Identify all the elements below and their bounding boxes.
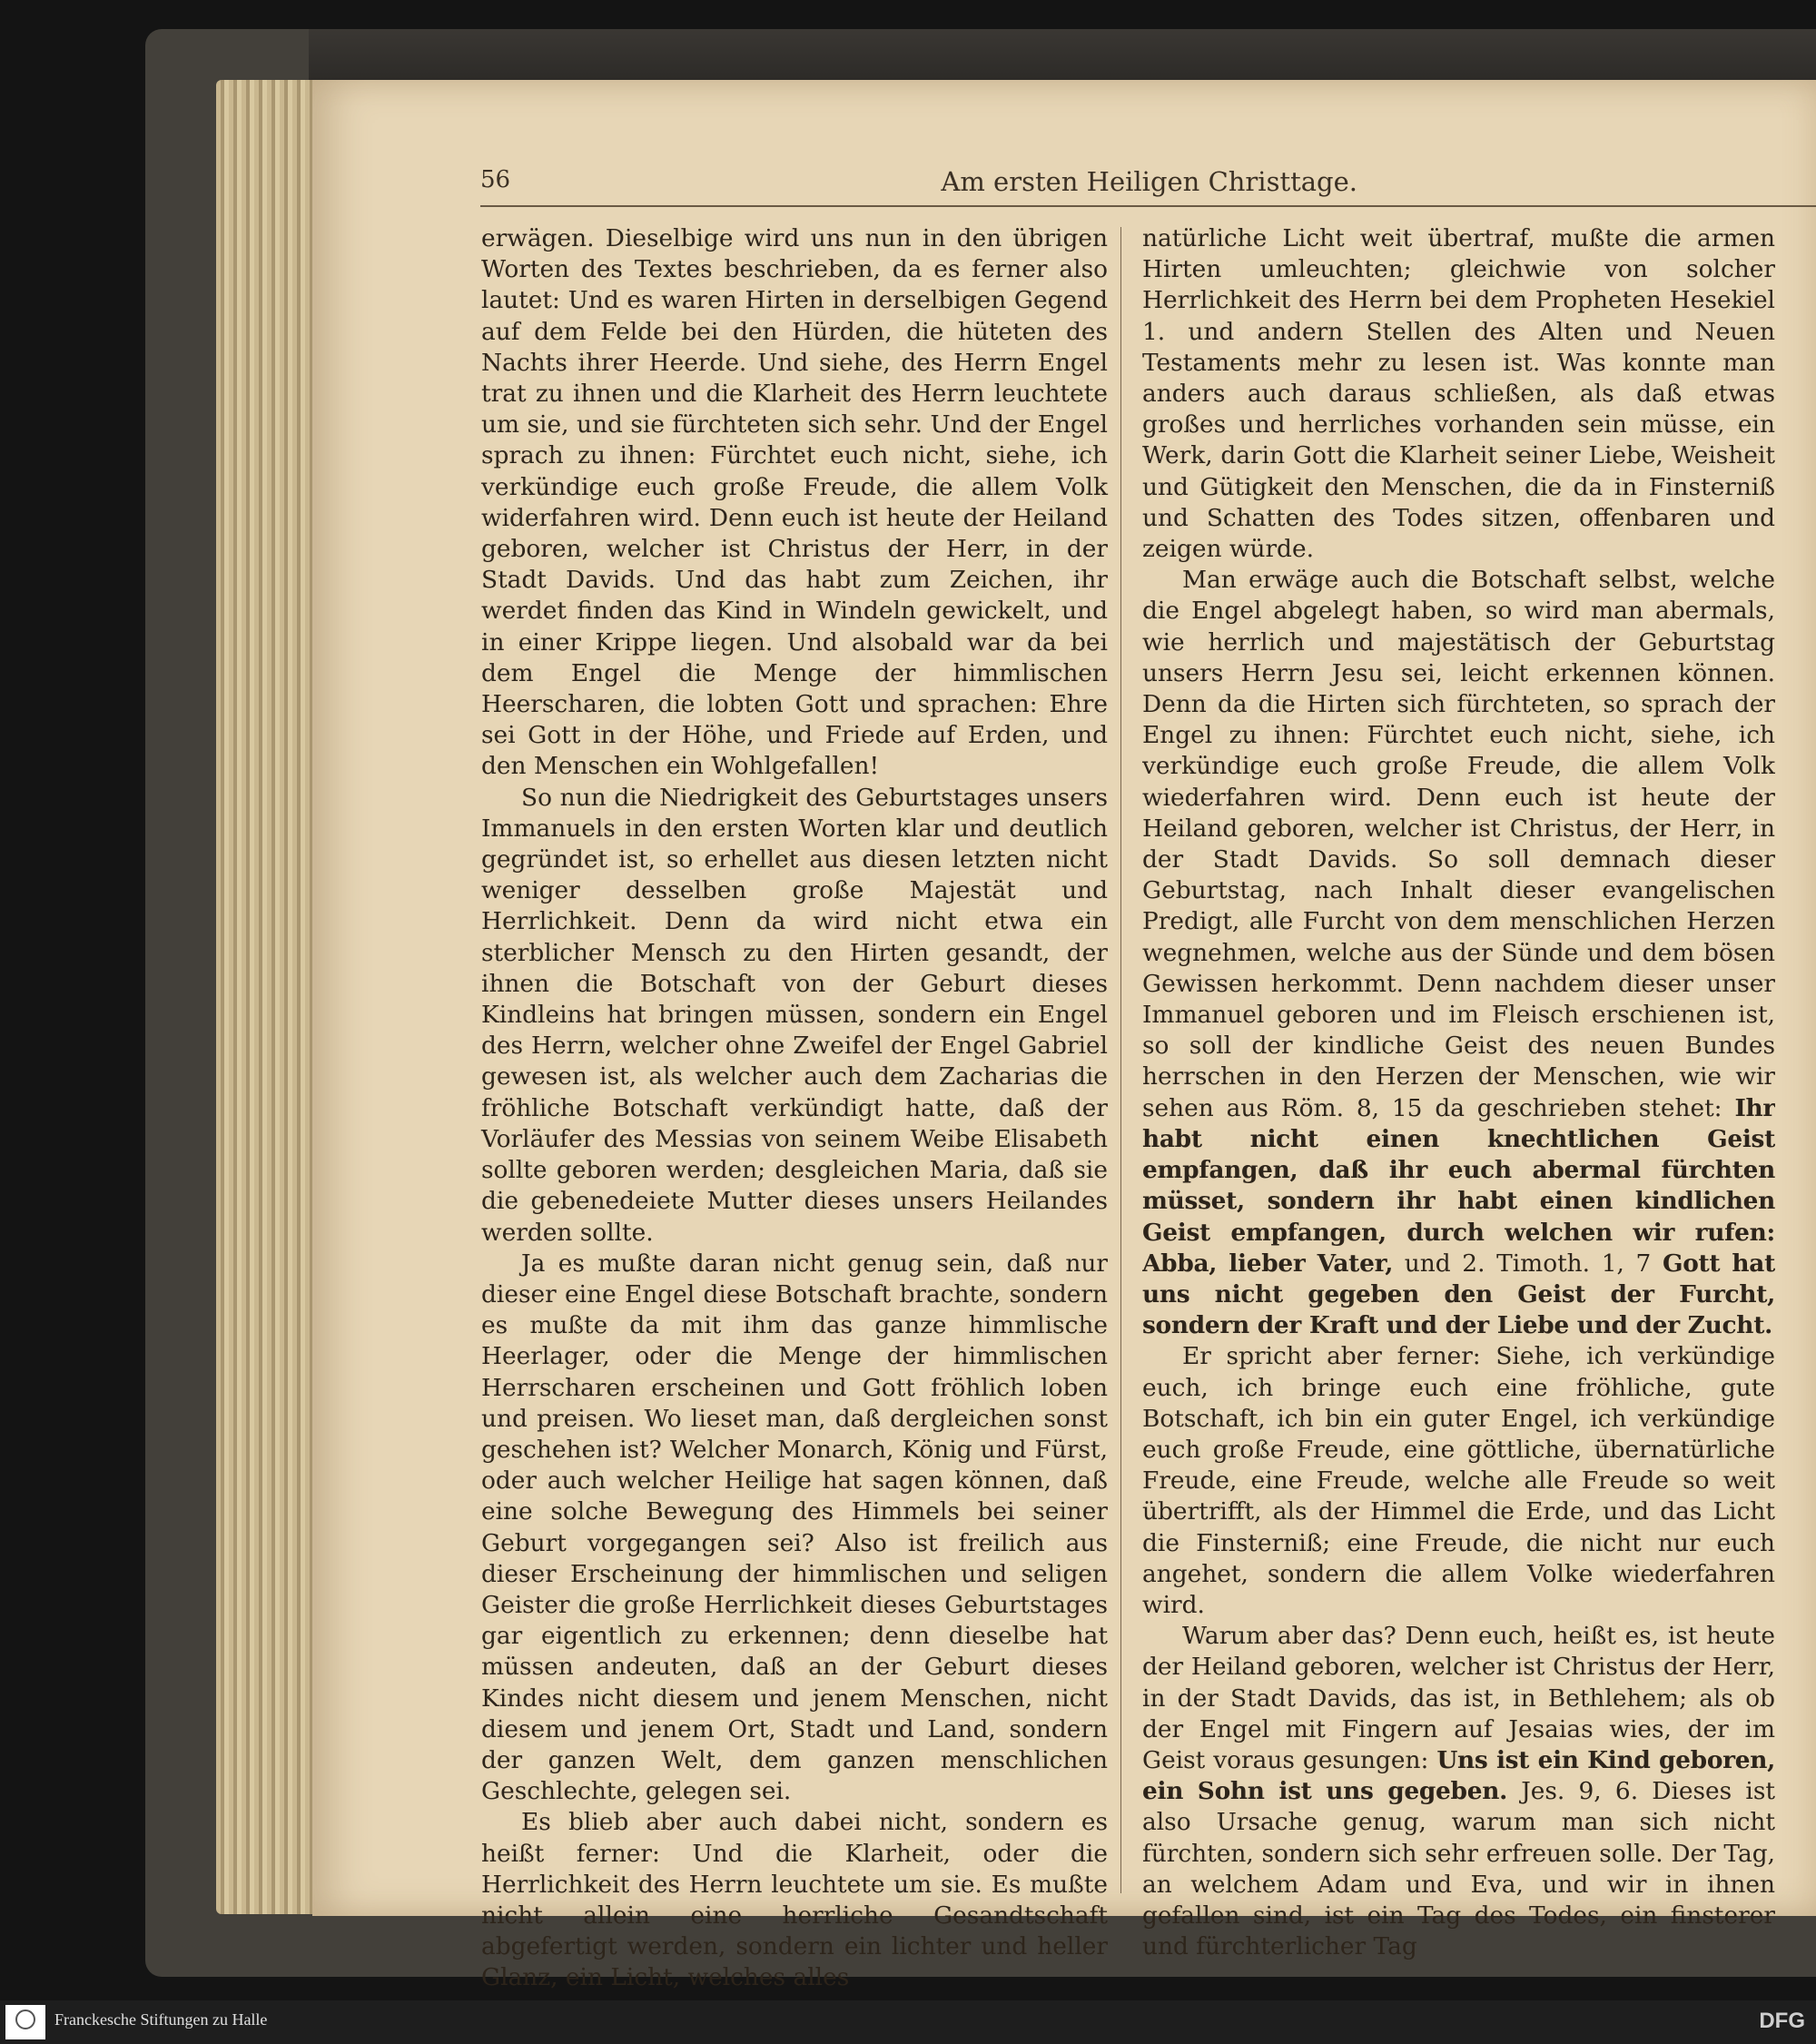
paragraph	[1142, 1621, 1775, 1962]
right-column	[1142, 223, 1775, 1962]
institution-name[interactable]: Franckesche Stiftungen zu Halle	[54, 2010, 268, 2029]
header-rule	[480, 205, 1816, 207]
text-run: und 2. Timoth. 1, 7	[1404, 1249, 1652, 1278]
viewer-footer	[0, 2000, 1816, 2044]
paragraph: So nun die Niedrigkeit des Geburtstages unsers Immanuels in den ersten Worten klar und deutlich gegründet ist, so erhellet aus diesen letzten nicht weniger desselben große Majestät und Herrlichkeit. Denn da wird nicht etwa ein sterblicher Mensch zu den Hirten gesandt, der ihnen die Botschaft von der Geburt dieses Kindleins hat bringen müssen, sondern ein Engel des Herrn, welcher ohne Zweifel der Engel Gabriel gewesen ist, als welcher auch dem Zacharias die fröhliche Botschaft verkündigt hatte, daß der Vorläufer des Messias von seinem Weibe Elisabeth sollte geboren werden; desgleichen Maria, daß sie die gebenedeiete Mutter dieses unsers Heilandes werden sollte.	[481, 783, 1108, 1247]
paragraph: natürliche Licht weit übertraf, mußte die armen Hirten umleuchten; gleichwie von solcher Herrlichkeit des Herrn bei dem Propheten Hesekiel 1. und andern Stellen des Alten und Neuen Testaments mehr zu lesen ist. Was konnte man anders auch daraus schließen, als daß etwas großes und herrliches vorhanden sein müsse, ein Werk, darin Gott die Klarheit seiner Liebe, Weisheit und Gütigkeit den Menschen, die da in Finsterniß und Schatten des Todes sitzen, offenbaren und zeigen würde.	[1142, 224, 1775, 564]
bold-quote: Gott hat uns nicht gegeben den Geist der Furcht, sondern der Kraft und der Liebe und der Zucht.	[1142, 1249, 1775, 1340]
bold-quote: Ihr habt nicht einen knechtlichen Geist empfangen, daß ihr euch abermal fürchten müsset, sondern ihr habt einen kindlichen Geist empfangen, durch welchen wir rufen: Abba, lieber Vater,	[1142, 1093, 1775, 1278]
left-column	[481, 223, 1108, 1994]
running-title: Am ersten Heiligen Christtage.	[941, 166, 1357, 197]
paragraph: Es blieb aber auch dabei nicht, sondern es heißt ferner: Und die Klarheit, oder die Herrlichkeit des Herrn leuchtete um sie. Es mußte nicht allein eine herrliche Gesandtschaft abgefertigt werden, sondern ein lichter und heller Glanz, ein Licht, welches alles	[481, 1808, 1108, 1992]
paragraph: Er spricht aber ferner: Siehe, ich verkündige euch, ich bringe euch eine fröhliche, gute Botschaft, ich bin ein guter Engel, ich verkündige euch große Freude, eine göttliche, übernatürliche Freude, eine Freude, welche alle Freude so weit übertrifft, als der Himmel die Erde, und das Licht die Finsterniß; eine Freude, die nicht nur euch angehet, sondern die allem Volke wiederfahren wird.	[1142, 1342, 1775, 1619]
text-run: Man erwäge auch die Botschaft selbst, welche die Engel abgelegt haben, so wird man abermals, wie herrlich und majestätisch der Geburtstag unsers Herrn Jesu sei, leicht erkennen können. Denn da die Hirten sich fürchteten, so sprach der Engel zu ihnen: Fürchtet euch nicht, siehe, ich verkündige euch große Freude, die allem Volk wiederfahren wird. Denn euch ist heute der Heiland geboren, welcher ist Christus, der Herr, in der Stadt Davids. So soll demnach dieser Geburtstag, nach Inhalt dieser evangelischen Predigt, alle Furcht von dem menschlichen Herzen wegnehmen, welche aus der Sünde und dem bösen Gewissen herkommt. Denn nachdem dieser unser Immanuel geboren und im Fleisch erschienen ist, so soll der kindliche Geist des neuen Bundes herrschen in den Herzen der Menschen, wie wir sehen aus Röm. 8, 15 da geschrieben stehet:	[1142, 566, 1775, 1122]
bold-quote: Uns ist ein Kind geboren, ein Sohn ist uns gegeben.	[1142, 1745, 1775, 1806]
text-run: Warum aber das? Denn euch, heißt es, ist heute der Heiland geboren, welcher ist Christus der Herr, in der Stadt Davids, das ist, in Bethlehem; als ob der Engel mit Fingern auf Jesaias wies, der im Geist voraus gesungen:	[1142, 1622, 1775, 1774]
emblem-icon	[15, 2009, 35, 2029]
book-cover-top	[309, 29, 1816, 84]
institution-logo	[5, 2005, 45, 2039]
dfg-logo: DFG	[1759, 2009, 1805, 2033]
page-edges	[216, 80, 316, 1914]
page-header	[312, 166, 1816, 202]
paragraph: erwägen. Dieselbige wird uns nun in den übrigen Worten des Textes beschrieben, da es ferner also lautet: Und es waren Hirten in derselbigen Gegend auf dem Felde bei den Hürden, die hüteten des Nachts ihrer Heerde. Und siehe, des Herrn Engel trat zu ihnen und die Klarheit des Herrn leuchtete um sie, und sie fürchteten sich sehr. Und der Engel sprach zu ihnen: Fürchtet euch nicht, siehe, ich verkündige euch große Freude, die allem Volk widerfahren wird. Denn euch ist heute der Heiland geboren, welcher ist Christus der Herr, in der Stadt Davids. Und das habt zum Zeichen, ihr werdet finden das Kind in Windeln gewickelt, und in einer Krippe liegen. Und alsobald war da bei dem Engel die Menge der himmlischen Heerscharen, die lobten Gott und sprachen: Ehre sei Gott in der Höhe, und Friede auf Erden, und den Menschen ein Wohlgefallen!	[481, 224, 1108, 781]
book-page	[312, 80, 1816, 1992]
paragraph	[1142, 565, 1775, 1341]
text-run: Jes. 9, 6. Dieses ist also Ursache genug, warum man sich nicht fürchten, sondern sich sehr erfreuen solle. Der Tag, an welchem Adam und Eva, und wir in ihnen gefallen sind, ist ein Tag des Todes, ein finsterer und fürchterlicher Tag	[1142, 1777, 1775, 1961]
paragraph: Ja es mußte daran nicht genug sein, daß nur dieser eine Engel diese Botschaft brachte, sondern es mußte da mit ihm das ganze himmlische Heerlager, oder die Menge der himmlischen Herrscharen erscheinen und Gott fröhlich loben und preisen. Wo lieset man, daß dergleichen sonst geschehen ist? Welcher Monarch, König und Fürst, oder auch welcher Heilige hat sagen können, daß eine solche Bewegung des Himmels bei seiner Geburt vorgegangen sei? Also ist freilich aus dieser Erscheinung der himmlischen und seligen Geister die große Herrlichkeit dieses Geburtstages gar eigentlich zu erkennen; denn dieselbe hat müssen andeuten, daß an der Geburt dieses Kindes nicht diesem und jenem Menschen, nicht diesem und jenem Ort, Stadt und Land, sondern der ganzen Welt, dem ganzen menschlichen Geschlechte, gelegen sei.	[481, 1249, 1108, 1806]
page-number: 56	[480, 166, 511, 193]
column-divider	[1120, 227, 1121, 1893]
